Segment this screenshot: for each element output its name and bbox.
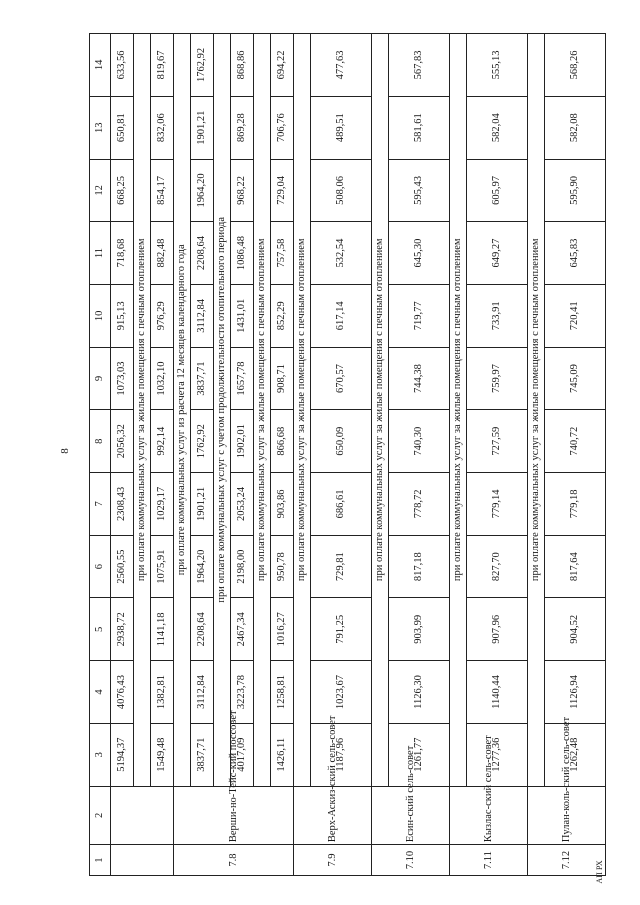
- value-cell: 729,04: [271, 159, 294, 222]
- value-cell: 1016,27: [271, 598, 294, 661]
- value-cell: 852,29: [271, 284, 294, 347]
- value-cell: 759,97: [467, 347, 528, 410]
- note-cell: при оплате коммунальных услуг за жилые помещения с печным отоплением: [372, 34, 389, 787]
- value-cell: 1762,92: [191, 34, 214, 97]
- row-number-cell: 7.12: [528, 845, 606, 876]
- settlement-name-cell: [111, 786, 174, 845]
- row-number-cell: 7.8: [174, 845, 294, 876]
- value-cell: 650,09: [311, 410, 372, 473]
- note-row: [134, 34, 151, 876]
- value-cell: 915,13: [111, 284, 134, 347]
- value-cell: 3837,71: [191, 347, 214, 410]
- value-cell: 617,14: [311, 284, 372, 347]
- value-cell: 686,61: [311, 473, 372, 536]
- value-cell: 740,72: [545, 410, 606, 473]
- value-cell: 2467,34: [231, 598, 254, 661]
- value-cell: 2938,72: [111, 598, 134, 661]
- note-row: [174, 34, 191, 876]
- value-cell: 1964,20: [191, 159, 214, 222]
- value-cell: 1261,77: [389, 723, 450, 786]
- note-row: [254, 34, 271, 876]
- value-cell: 757,58: [271, 222, 294, 285]
- note-cell: при оплате коммунальных услуг с учетом продолжительности отопительного периода: [214, 34, 231, 787]
- note-cell: при оплате коммунальных услуг за жилые помещения с печным отоплением: [134, 34, 151, 787]
- value-cell: 595,90: [545, 159, 606, 222]
- value-cell: 729,81: [311, 535, 372, 598]
- value-cell: 4076,43: [111, 661, 134, 724]
- value-cell: 1549,48: [151, 723, 174, 786]
- header-cell: 3: [90, 723, 111, 786]
- value-cell: 581,61: [389, 96, 450, 159]
- value-cell: 3223,78: [231, 661, 254, 724]
- value-cell: 650,81: [111, 96, 134, 159]
- table-container: [89, 33, 582, 876]
- value-cell: 733,91: [467, 284, 528, 347]
- value-cell: 582,04: [467, 96, 528, 159]
- value-cell: 1032,10: [151, 347, 174, 410]
- value-cell: 1657,78: [231, 347, 254, 410]
- value-cell: 903,86: [271, 473, 294, 536]
- value-cell: 1140,44: [467, 661, 528, 724]
- value-cell: 1075,91: [151, 535, 174, 598]
- value-cell: 1431,01: [231, 284, 254, 347]
- value-cell: 744,38: [389, 347, 450, 410]
- value-cell: 1901,21: [191, 96, 214, 159]
- table-row: [545, 34, 606, 876]
- tariff-table: [89, 33, 606, 876]
- table-row: [151, 34, 174, 876]
- value-cell: 1382,81: [151, 661, 174, 724]
- value-cell: 882,48: [151, 222, 174, 285]
- note-row: [372, 34, 389, 876]
- note-row: [528, 34, 545, 876]
- value-cell: 645,30: [389, 222, 450, 285]
- value-cell: 827,70: [467, 535, 528, 598]
- header-cell: 5: [90, 598, 111, 661]
- value-cell: 1023,67: [311, 661, 372, 724]
- value-cell: 4017,09: [231, 723, 254, 786]
- value-cell: 817,64: [545, 535, 606, 598]
- header-cell: 7: [90, 473, 111, 536]
- table-row: [389, 34, 450, 876]
- value-cell: 582,08: [545, 96, 606, 159]
- value-cell: 3837,71: [191, 723, 214, 786]
- value-cell: 567,83: [389, 34, 450, 97]
- value-cell: 817,18: [389, 535, 450, 598]
- value-cell: 3112,84: [191, 661, 214, 724]
- value-cell: 745,09: [545, 347, 606, 410]
- value-cell: 508,06: [311, 159, 372, 222]
- value-cell: 1901,21: [191, 473, 214, 536]
- value-cell: 1029,17: [151, 473, 174, 536]
- value-cell: 950,78: [271, 535, 294, 598]
- header-cell: 4: [90, 661, 111, 724]
- note-cell: при оплате коммунальных услуг за жилые помещения с печным отоплением: [294, 34, 311, 787]
- value-cell: 779,14: [467, 473, 528, 536]
- value-cell: 1187,96: [311, 723, 372, 786]
- value-cell: 706,76: [271, 96, 294, 159]
- value-cell: 2056,32: [111, 410, 134, 473]
- value-cell: 477,63: [311, 34, 372, 97]
- note-cell: при оплате коммунальных услуг за жилые помещения с печным отоплением: [528, 34, 545, 787]
- value-cell: 866,68: [271, 410, 294, 473]
- value-cell: 649,27: [467, 222, 528, 285]
- note-row: [450, 34, 467, 876]
- footer-code: АП РХ: [595, 860, 604, 884]
- note-cell: при оплате коммунальных услуг за жилые помещения с печным отоплением: [450, 34, 467, 787]
- value-cell: 2560,55: [111, 535, 134, 598]
- table-row: [271, 34, 294, 876]
- value-cell: 1762,92: [191, 410, 214, 473]
- header-cell: 12: [90, 159, 111, 222]
- table-row: [191, 34, 214, 876]
- value-cell: 1902,01: [231, 410, 254, 473]
- value-cell: 854,17: [151, 159, 174, 222]
- value-cell: 719,77: [389, 284, 450, 347]
- value-cell: 718,68: [111, 222, 134, 285]
- value-cell: 489,51: [311, 96, 372, 159]
- row-number-cell: 7.11: [450, 845, 528, 876]
- value-cell: 2208,64: [191, 598, 214, 661]
- value-cell: 645,83: [545, 222, 606, 285]
- value-cell: 907,96: [467, 598, 528, 661]
- value-cell: 5194,37: [111, 723, 134, 786]
- settlement-name-cell: Верх-Аскиз-ский сель-совет: [294, 786, 372, 845]
- value-cell: 555,13: [467, 34, 528, 97]
- row-number-cell: 7.9: [294, 845, 372, 876]
- value-cell: 532,54: [311, 222, 372, 285]
- value-cell: 1262,48: [545, 723, 606, 786]
- value-cell: 976,29: [151, 284, 174, 347]
- note-cell: при оплате коммунальных услуг из расчета 12 месяцев календарного года: [174, 34, 191, 787]
- value-cell: 868,86: [231, 34, 254, 97]
- value-cell: 694,22: [271, 34, 294, 97]
- header-cell: 11: [90, 222, 111, 285]
- value-cell: 2308,43: [111, 473, 134, 536]
- value-cell: 904,52: [545, 598, 606, 661]
- value-cell: 1141,18: [151, 598, 174, 661]
- table-row: [111, 34, 134, 876]
- value-cell: 727,59: [467, 410, 528, 473]
- settlement-name-cell: Пулан-коль-ский сель-совет: [528, 786, 606, 845]
- value-cell: 1258,81: [271, 661, 294, 724]
- value-cell: 670,57: [311, 347, 372, 410]
- row-number-cell: [111, 845, 174, 876]
- value-cell: 2053,24: [231, 473, 254, 536]
- row-number-cell: 7.10: [372, 845, 450, 876]
- settlement-name-cell: Кызлас-ский сель-совет: [450, 786, 528, 845]
- header-cell: 10: [90, 284, 111, 347]
- header-cell: 6: [90, 535, 111, 598]
- value-cell: 633,56: [111, 34, 134, 97]
- table-row: [467, 34, 528, 876]
- value-cell: 1086,48: [231, 222, 254, 285]
- value-cell: 720,41: [545, 284, 606, 347]
- value-cell: 869,28: [231, 96, 254, 159]
- value-cell: 568,26: [545, 34, 606, 97]
- value-cell: 992,14: [151, 410, 174, 473]
- header-cell: 2: [90, 786, 111, 845]
- value-cell: 668,25: [111, 159, 134, 222]
- value-cell: 1277,36: [467, 723, 528, 786]
- value-cell: 1426,11: [271, 723, 294, 786]
- note-row: [294, 34, 311, 876]
- value-cell: 740,30: [389, 410, 450, 473]
- value-cell: 1964,20: [191, 535, 214, 598]
- value-cell: 2208,64: [191, 222, 214, 285]
- header-row: [90, 34, 111, 876]
- value-cell: 2198,00: [231, 535, 254, 598]
- header-cell: 1: [90, 845, 111, 876]
- note-cell: при оплате коммунальных услуг за жилые помещения с печным отоплением: [254, 34, 271, 787]
- value-cell: 819,67: [151, 34, 174, 97]
- page-number: 8: [59, 448, 71, 454]
- settlement-name-cell: Есин-ский сель-совет: [372, 786, 450, 845]
- value-cell: 908,71: [271, 347, 294, 410]
- header-cell: 9: [90, 347, 111, 410]
- settlement-name-cell: Верши-но-Тейс-кий поссовет: [174, 786, 294, 845]
- value-cell: 1126,30: [389, 661, 450, 724]
- value-cell: 778,72: [389, 473, 450, 536]
- value-cell: 595,43: [389, 159, 450, 222]
- value-cell: 3112,84: [191, 284, 214, 347]
- value-cell: 968,22: [231, 159, 254, 222]
- value-cell: 903,99: [389, 598, 450, 661]
- header-cell: 8: [90, 410, 111, 473]
- value-cell: 1126,94: [545, 661, 606, 724]
- header-cell: 13: [90, 96, 111, 159]
- value-cell: 1073,03: [111, 347, 134, 410]
- value-cell: 791,25: [311, 598, 372, 661]
- value-cell: 779,18: [545, 473, 606, 536]
- header-cell: 14: [90, 34, 111, 97]
- table-row: [311, 34, 372, 876]
- value-cell: 605,97: [467, 159, 528, 222]
- value-cell: 832,06: [151, 96, 174, 159]
